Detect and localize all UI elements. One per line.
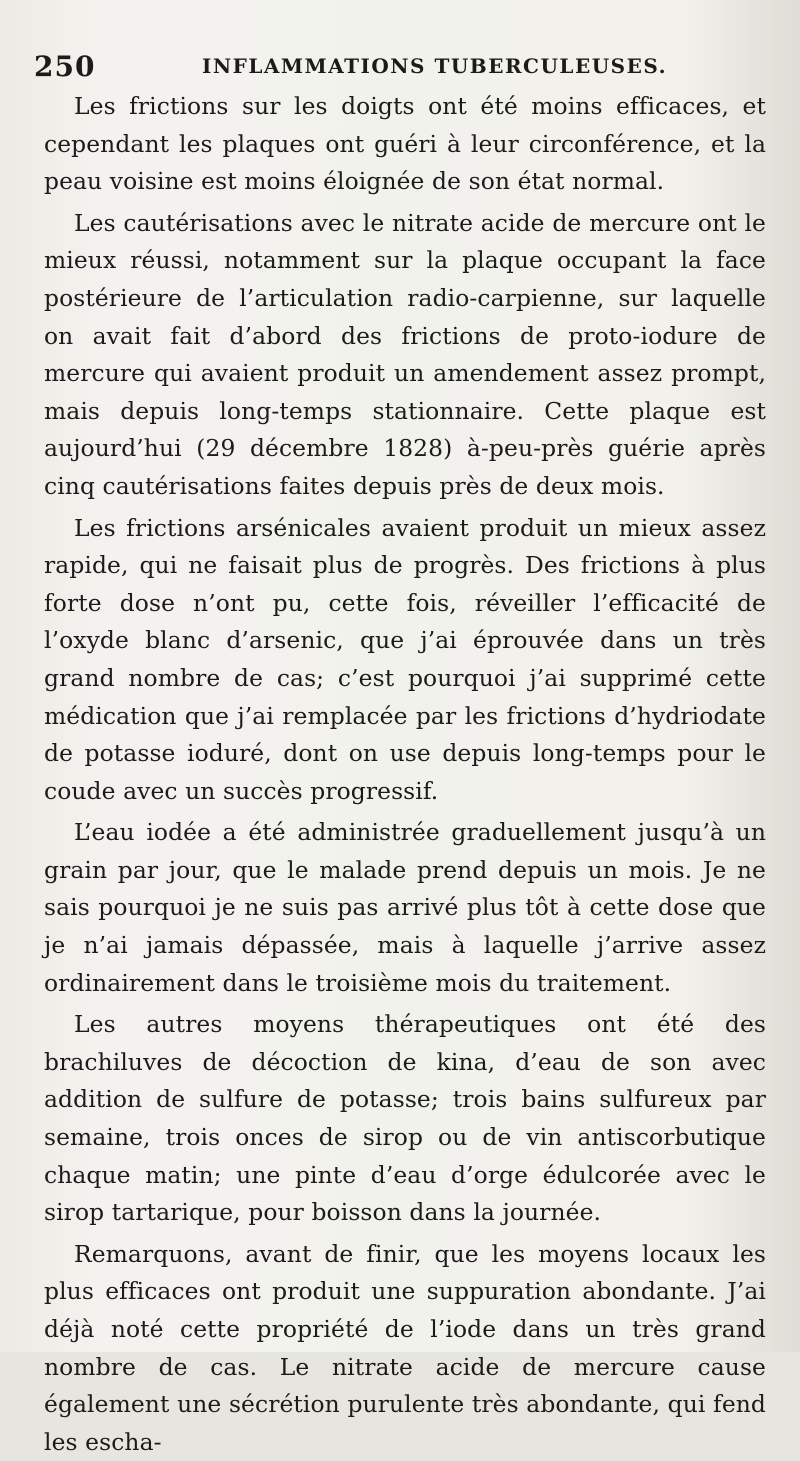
running-head: INFLAMMATIONS TUBERCULEUSES. [202,54,668,78]
body-text [44,88,766,1461]
paragraph: Les frictions sur les doigts ont été moins efficaces, et cependant les plaques ont guéri à leur circonférence, et la peau voisine est moins éloignée de son état normal. [44,92,766,196]
page-header [34,50,770,86]
paragraph: Remarquons, avant de finir, que les moyens locaux les plus efficaces ont produit une suppuration abondante. J’ai déjà noté cette propriété de l’iode dans un très grand nombre de cas. Le nitrate acide de mercure cause également une sécrétion purulente très abondante, qui fend les escha- [44,1239,766,1456]
paragraph: L’eau iodée a été administrée graduellement jusqu’à un grain par jour, que le malade prend depuis un mois. Je ne sais pourquoi je ne suis pas arrivé plus tôt à cette dose que je n’ai jamais dépassée, mais à laquelle j’arrive assez ordinairement dans le troisième mois du traitement. [44,818,766,997]
paragraph: Les frictions arsénicales avaient produit un mieux assez rapide, qui ne faisait plus de progrès. Des frictions à plus forte dose n’ont pu, cette fois, réveiller l’efficacité de l’oxyde blanc d’arsenic, que j’ai éprouvée dans un très grand nombre de cas; c’est pourquoi j’ai supprimé cette médication que j’ai remplacée par les frictions d’hydriodate de potasse ioduré, dont on use depuis long-temps pour le coude avec un succès progressif. [44,513,766,805]
page-number: 250 [34,50,96,83]
paragraph: Les autres moyens thérapeutiques ont été des brachiluves de décoction de kina, d’eau de son avec addition de sulfure de potasse; trois bains sulfureux par semaine, trois onces de sirop ou de vin antiscorbutique chaque matin; une pinte d’eau d’orge édulcorée avec le sirop tartarique, pour boisson dans la journée. [44,1010,766,1227]
paragraph: Les cautérisations avec le nitrate acide de mercure ont le mieux réussi, notamment sur la plaque occupant la face postérieure de l’articulation radio-carpienne, sur laquelle on avait fait d’abord des frictions de proto-iodure de mercure qui avaient produit un amendement assez prompt, mais depuis long-temps stationnaire. Cette plaque est aujourd’hui (29 décembre 1828) à-peu-près guérie après cinq cautérisations faites depuis près de deux mois. [44,208,766,500]
